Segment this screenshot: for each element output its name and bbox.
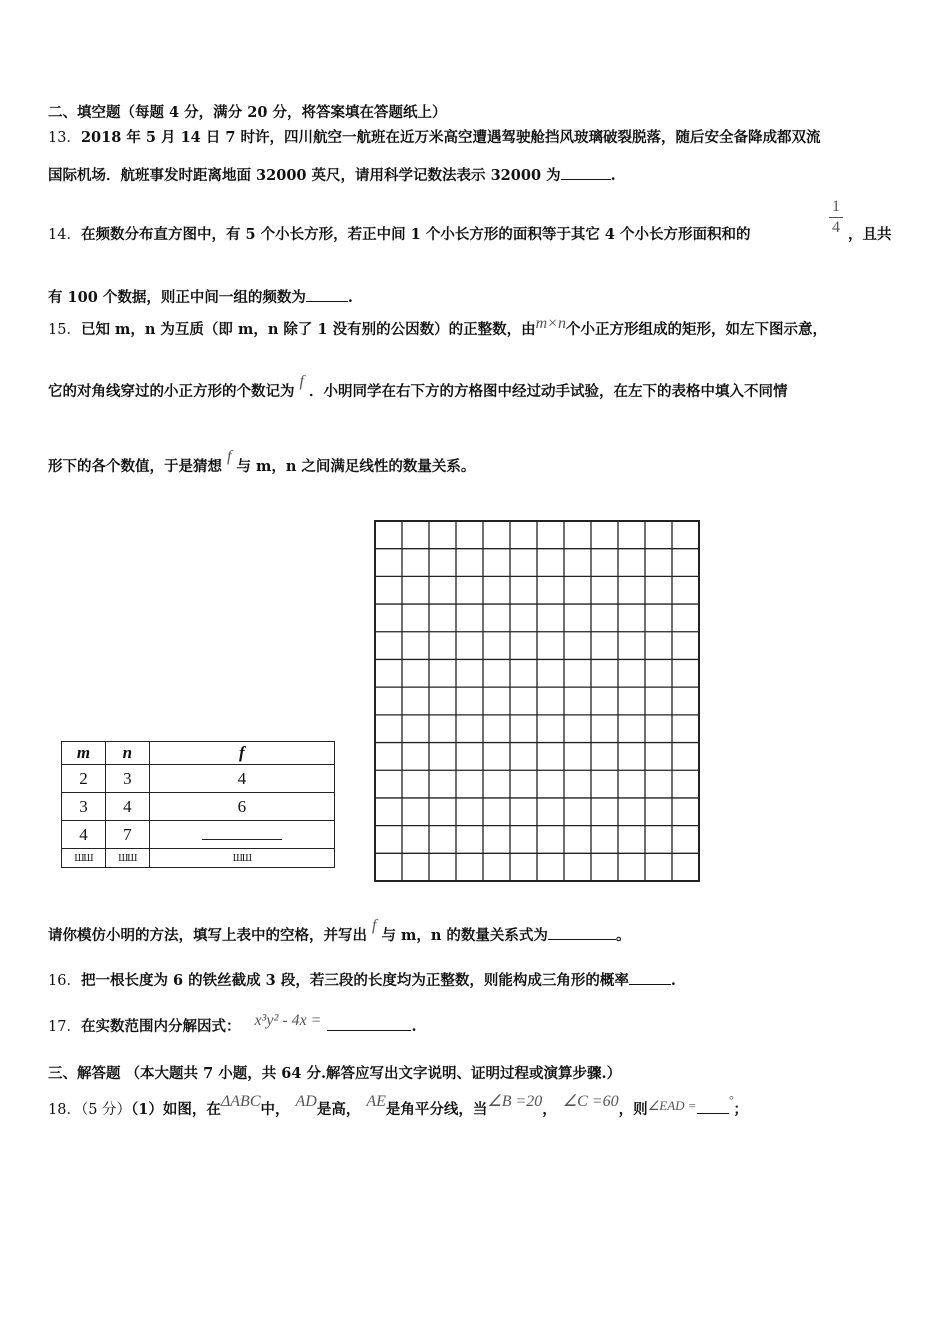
table-cell: 6 xyxy=(149,793,334,821)
square-grid xyxy=(374,520,700,882)
q16-text: 把一根长度为 6 的铁丝截成 3 段，若三段的长度均为正整数，则能构成三角形的概率 xyxy=(80,972,629,989)
fraction-bar xyxy=(829,217,843,218)
q16-number: 16． xyxy=(48,973,81,989)
table-cell: 4 xyxy=(105,793,149,821)
q18-t2: 是高， xyxy=(316,1101,361,1118)
q18-part: （1）如图，在 xyxy=(131,1101,221,1118)
q17-end: . xyxy=(411,1018,417,1035)
q17-number: 17． xyxy=(48,1019,81,1035)
q15-line2 xyxy=(48,373,788,402)
q15-f-symbol: f xyxy=(299,373,304,390)
table-header-f: f xyxy=(149,742,334,765)
table-cell: 3 xyxy=(105,765,149,793)
f-answer-blank[interactable] xyxy=(202,827,282,840)
q15-end: 。 xyxy=(615,927,631,944)
q13-answer-blank[interactable] xyxy=(561,165,611,180)
tally-cell: ШШ xyxy=(105,849,149,868)
q15-line4 xyxy=(48,917,631,946)
q15-text4b: 与 m，n 的数量关系式为 xyxy=(381,927,548,944)
q17-line xyxy=(48,1012,417,1037)
q14-end: . xyxy=(347,289,353,306)
q14-line1 xyxy=(48,225,751,245)
q15-line1 xyxy=(48,315,827,340)
q18-t4: ，则 xyxy=(618,1101,648,1118)
table-cell: 4 xyxy=(62,821,106,849)
section2-heading: 二、填空题（每题 4 分，满分 20 分，将答案填在答题纸上） xyxy=(48,104,447,121)
q14-text2: 有 100 个数据，则正中间一组的频数为 xyxy=(48,289,306,306)
table-row xyxy=(62,765,335,793)
q15-text3b: 与 m，n 之间满足线性的数量关系。 xyxy=(236,458,476,475)
q15-text1a: 已知 m，n 为互质（即 m，n 除了 1 没有别的公因数）的正整数，由 xyxy=(80,321,536,338)
q15-text4a: 请你模仿小明的方法，填写上表中的空格，并写出 xyxy=(48,927,367,944)
q13-end: . xyxy=(610,167,616,184)
table-row-tally xyxy=(62,849,335,868)
q18-line xyxy=(48,1093,748,1120)
table-cell: 2 xyxy=(62,765,106,793)
q14-fraction-denominator: 4 xyxy=(832,219,840,236)
q18-ae: AE xyxy=(366,1093,386,1110)
section3-heading: 三、解答题 （本大题共 7 小题，共 64 分.解答应写出文字说明、证明过程或演算步骤.） xyxy=(48,1065,622,1082)
q18-answer-blank[interactable] xyxy=(697,1099,729,1114)
q18-sep: ， xyxy=(542,1101,557,1118)
q15-text1b: 个小正方形组成的矩形，如左下图示意， xyxy=(565,321,827,338)
q15-line3 xyxy=(48,448,476,477)
q16-answer-blank[interactable] xyxy=(629,970,671,985)
table-cell: 4 xyxy=(149,765,334,793)
q15-f-symbol-3: f xyxy=(372,917,377,934)
q18-t3: 是角平分线，当 xyxy=(385,1101,488,1118)
q17-expression: x³y² - 4x = xyxy=(254,1012,322,1029)
q13-number: 13． xyxy=(48,130,81,146)
q13-text2: 国际机场．航班事发时距离地面 32000 英尺，请用科学记数法表示 32000 为 xyxy=(48,167,561,184)
q15-text3a: 形下的各个数值，于是猜想 xyxy=(48,458,222,475)
q18-angle-c: ∠C =60 xyxy=(562,1093,619,1110)
q18-number: 18． xyxy=(48,1102,81,1118)
q14-answer-blank[interactable] xyxy=(306,287,348,302)
q15-text2b: ．小明同学在右下方的方格图中经过动手试验，在左下的表格中填入不同情 xyxy=(308,383,788,400)
q16-end: . xyxy=(670,972,676,989)
table-row xyxy=(62,821,335,849)
q16-line xyxy=(48,970,676,991)
q15-number: 15． xyxy=(48,322,81,338)
mnf-table xyxy=(61,741,335,868)
table-header-m: m xyxy=(62,742,106,765)
q15-f-symbol-2: f xyxy=(227,448,232,465)
q14-line1-end: ，且共 xyxy=(848,226,892,243)
table-row xyxy=(62,793,335,821)
q15-answer-blank[interactable] xyxy=(548,925,616,940)
table-cell: 7 xyxy=(105,821,149,849)
q14-text1: 在频数分布直方图中，有 5 个小长方形，若正中间 1 个小长方形的面积等于其它 4 个小长方形面积和的 xyxy=(80,226,751,243)
q14-number: 14． xyxy=(48,227,81,243)
q17-answer-blank[interactable] xyxy=(327,1016,411,1031)
q15-mxn: m×n xyxy=(535,315,566,332)
q18-triangle: ΔABC xyxy=(220,1093,261,1110)
tally-cell: ШШ xyxy=(62,849,106,868)
table-cell-blank[interactable] xyxy=(149,821,334,849)
tally-cell: ШШ xyxy=(149,849,334,868)
q15-text2a: 它的对角线穿过的小正方形的个数记为 xyxy=(48,383,295,400)
q18-end: ； xyxy=(733,1101,748,1118)
q13-line2 xyxy=(48,165,616,186)
q14-fraction xyxy=(829,198,843,237)
table-header-n: n xyxy=(105,742,149,765)
q13-text1: 2018 年 5 月 14 日 7 时许，四川航空一航班在近万米高空遭遇驾驶舱挡风玻璃破裂脱落，随后安全备降成都双流 xyxy=(80,129,821,146)
table-header-row xyxy=(62,742,335,765)
q18-angle-ead: ∠EAD = xyxy=(647,1098,697,1113)
q18-ad: AD xyxy=(295,1093,317,1110)
q18-t1: 中， xyxy=(260,1101,290,1118)
q18-score: （5 分） xyxy=(80,1102,132,1118)
q18-angle-b: ∠B =20 xyxy=(487,1093,543,1110)
q18-degree: ° xyxy=(728,1093,734,1107)
q13-line1 xyxy=(48,128,821,148)
q17-text: 在实数范围内分解因式： xyxy=(80,1018,241,1035)
q14-fraction-numerator: 1 xyxy=(832,198,840,215)
q14-line2 xyxy=(48,287,353,308)
table-cell: 3 xyxy=(62,793,106,821)
